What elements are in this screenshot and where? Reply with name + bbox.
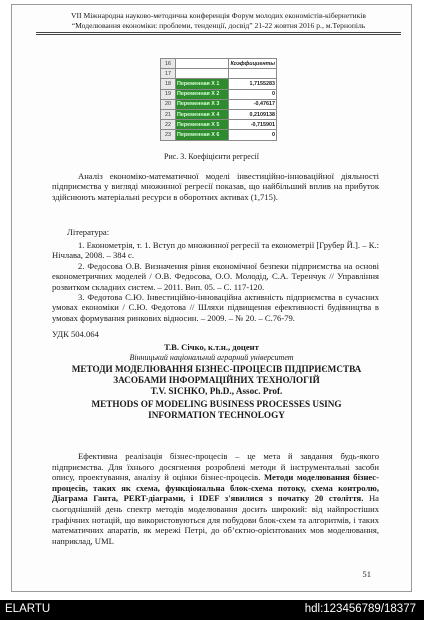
- title-ua-line-2: ЗАСОБАМИ ІНФОРМАЦІЙНИХ ТЕХНОЛОГІЙ: [113, 375, 320, 385]
- body-text: Ефективна реалізація бізнес-процесів – це мета й завдання будь-якого підприємства. Для їхнього досягнення розроблені методи й інструментальні засоби опису, проектування, аналізу й оцінки бізнес-процесів.: [52, 451, 379, 483]
- reference-item: 3. Федотова С.Ю. Інвестиційно-інноваційна активність підприємства в сучасних умовах економіки / С.Ю. Федотова // Шляхи підвищення ефективності будівництва в умовах формування ринкових відносин. – 2009. – № 20. – С.76-79.: [52, 292, 379, 323]
- row-number: 19: [161, 89, 176, 99]
- body-text: На сьогоднішній день спектр методів моделювання досить широкий: від найпростіших графічних нотацій, що використовуються для побудови блок-схем та алгоритмів, і таких математичних апаратів, як мережі Петрі, до об’єктно-орієнтованих мов моделювання, наприклад, UML: [52, 493, 380, 546]
- udk-code: УДК 504.064: [52, 329, 99, 339]
- title-en-line-2: INFORMATION TECHNOLOGY: [148, 410, 285, 420]
- header-line-2: “Моделювання економіки: проблеми, тенденції, досвід” 21-22 жовтня 2016 р., м.Тернопіль: [71, 21, 366, 30]
- coefficient-value: -0,47617: [229, 99, 277, 109]
- figure-caption: Рис. 3. Коефіцієнти регресії: [164, 152, 259, 161]
- variable-label: Переменная X 4: [176, 109, 229, 119]
- institution: Вінницький національний аграрний університет: [129, 353, 294, 362]
- table-cell: [176, 69, 229, 79]
- document-page: [11, 4, 412, 592]
- coefficient-value: 0: [229, 130, 277, 140]
- analysis-paragraph: Аналіз економіко-математичної моделі інвестиційно-інноваційної діяльності підприємства у вигляді множинної регресії показав, що найбільший вплив на прибуток здійснюють матеріальні ресурси в оборотних активах (1,715).: [52, 171, 379, 202]
- title-en-line-1: METHODS OF MODELING BUSINESS PROCESSES USING: [91, 399, 342, 409]
- coefficient-value: 0: [229, 89, 277, 99]
- row-number: 17: [161, 69, 176, 79]
- row-number: 20: [161, 99, 176, 109]
- title-ua-line-1: МЕТОДИ МОДЕЛЮВАННЯ БІЗНЕС-ПРОЦЕСІВ ПІДПРИЄМСТВА: [71, 364, 362, 374]
- table-row: [161, 109, 277, 119]
- variable-label: Переменная X 6: [176, 130, 229, 140]
- row-number: 22: [161, 120, 176, 130]
- author-en: T.V. SICHKO, Ph.D., Assoc. Prof.: [150, 386, 283, 396]
- page-number: 51: [362, 569, 371, 579]
- table-cell: [176, 59, 229, 69]
- running-header: [36, 11, 401, 31]
- body-bold-text: Методи моделювання бізнес-процесів, таких як схема, функціональна блок-схема потоку, схема контролю, Діаграма Ганта, PERT-діаграми, і IDEF з'явилися з початку 20 століття.: [52, 472, 379, 504]
- header-line-1: VІІ Міжнародна науково-методична конференція Форум молодих економістів-кібернетиків: [71, 11, 366, 20]
- table-row: [161, 69, 277, 79]
- reference-item: 2. Федосова О.В. Визначення рівня економічної безпеки підприємства на основі економетричних моделей / О.В. Федосова, О.О. Молодід, С.А. Теренчук // Управління розвитком складних систем. – 2011. Вип. 05. – С. 117-120.: [52, 261, 379, 292]
- coefficient-value: -0,715901: [229, 120, 277, 130]
- table-header-row: [161, 59, 277, 69]
- repository-footer: [0, 600, 424, 620]
- table-cell: [229, 69, 277, 79]
- row-number: 23: [161, 130, 176, 140]
- table-row: [161, 130, 277, 140]
- table-row: [161, 79, 277, 89]
- row-number: 18: [161, 79, 176, 89]
- table-row: [161, 99, 277, 109]
- variable-label: Переменная X 3: [176, 99, 229, 109]
- literature-heading: Література:: [67, 227, 110, 237]
- header-rule: [36, 32, 401, 33]
- variable-label: Переменная X 2: [176, 89, 229, 99]
- regression-coefficients-table: [160, 58, 277, 141]
- author: Т.В. Січко, к.т.н., доцент: [164, 342, 259, 352]
- reference-item: 1. Економетрія, т. 1. Вступ до множинної регресії та економетрії [Грубер Й.]. – К.: Нічлава, 2008. – 384 с.: [52, 240, 379, 261]
- header-rule-2: [36, 34, 401, 35]
- table-header-cell: Коэффициенты: [229, 59, 277, 69]
- coefficient-value: 1,7155283: [229, 79, 277, 89]
- variable-label: Переменная X 5: [176, 120, 229, 130]
- row-number: 21: [161, 109, 176, 119]
- repository-name: ELARTU: [5, 603, 51, 615]
- body-paragraph: [52, 451, 379, 546]
- handle-id: hdl:123456789/18377: [304, 603, 416, 615]
- variable-label: Переменная X 1: [176, 79, 229, 89]
- coefficient-value: 0,2109138: [229, 109, 277, 119]
- row-number: 16: [161, 59, 176, 69]
- table-row: [161, 89, 277, 99]
- table-row: [161, 120, 277, 130]
